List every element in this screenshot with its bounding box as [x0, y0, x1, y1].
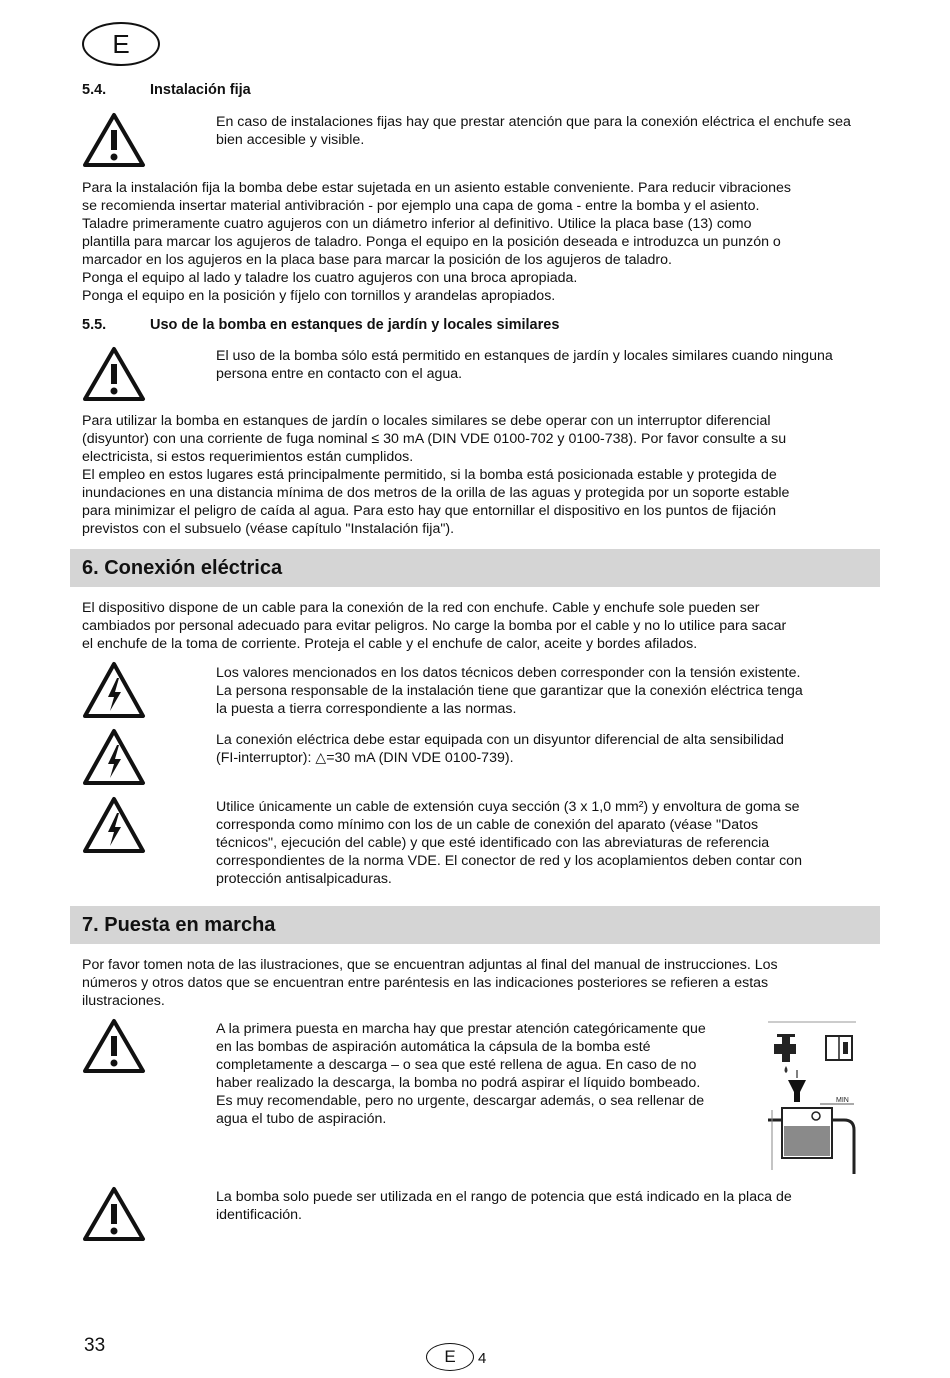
electric-hazard-icon [82, 796, 146, 854]
warning-text-5-4: En caso de instalaciones fijas hay que prestar atención que para la conexión eléctrica el enchufe sea bien accesible y visible. [216, 114, 851, 148]
warning-text-7-2 [216, 1188, 866, 1224]
text-line: Para utilizar la bomba en estanques de jardín o locales similares se debe operar con un interruptor diferencial [82, 413, 771, 429]
text-line: marcador en los agujeros en la placa base para marcar la posición de los agujeros de taladro. [82, 252, 672, 268]
warning-text-7-1 [216, 1020, 758, 1128]
text-line: Utilice únicamente un cable de extensión cuya sección (3 x 1,0 mm²) y envoltura de goma se [216, 799, 800, 815]
warning-text-6-3 [216, 798, 866, 888]
text-line: completamente a descarga – o sea que esté rellena de agua. En caso de no [216, 1057, 697, 1073]
text-line: La conexión eléctrica debe estar equipada con un disyuntor diferencial de alta sensibilidad [216, 732, 784, 748]
electric-hazard-icon [82, 728, 146, 786]
min-label: MIN [836, 1097, 849, 1104]
text-line: técnicos", ejecución del cable) y que esté identificado con las abreviaturas de referencia [216, 835, 770, 851]
text-line: Los valores mencionados en los datos técnicos deben corresponder con la tensión existente. [216, 665, 801, 681]
warning-icon [82, 112, 146, 168]
text-line: haber realizado la descarga, la bomba no podrá aspirar el líquido bombeado. [216, 1075, 701, 1091]
section-heading-band-6 [70, 549, 880, 587]
section-title-5-4: Instalación fija [150, 82, 251, 98]
section-body-6 [82, 599, 872, 653]
text-line: La persona responsable de la instalación tiene que garantizar que la conexión eléctrica tenga [216, 683, 803, 699]
text-line: plantilla para marcar los agujeros de taladro. Ponga el equipo en la posición deseada e introduzca un punzón o [82, 234, 781, 250]
page-number: 33 [84, 1335, 106, 1356]
warning-text-6-2 [216, 731, 866, 767]
text-line: (disyuntor) con una corriente de fuga nominal ≤ 30 mA (DIN VDE 0100-702 y 0100-738). Por favor consulte a su [82, 431, 787, 447]
text-line: El empleo en estos lugares está principalmente permitido, si la bomba está posicionada estable y protegida de [82, 467, 777, 483]
text-line: Taladre primeramente cuatro agujeros con un diámetro inferior al definitivo. Utilice la placa base (13) como [82, 216, 752, 232]
text-line: (FI-interruptor): △=30 mA (DIN VDE 0100-739). [216, 750, 514, 766]
text-line: ilustraciones. [82, 993, 165, 1009]
section-number-5-4: 5.4. [82, 82, 107, 98]
warning-icon [82, 1186, 146, 1242]
warning-text-5-5: El uso de la bomba sólo está permitido en estanques de jardín y locales similares cuando ninguna persona entre en contacto con el agua. [216, 348, 833, 382]
warning-icon [82, 1018, 146, 1074]
text-line: electricista, si estos requerimientos están cumplidos. [82, 449, 414, 465]
text-line: protección antisalpicaduras. [216, 871, 392, 887]
text-line: agua el tubo de aspiración. [216, 1111, 387, 1127]
section-heading-band-7 [70, 906, 880, 944]
section-body-7 [82, 956, 872, 1010]
section-body-5-5 [82, 412, 872, 538]
warning-text-6-1 [216, 664, 866, 718]
section-title-5-5: Uso de la bomba en estanques de jardín y locales similares [150, 317, 560, 333]
text-line: cambiados por personal adecuado para evitar peligros. No carge la bomba por el cable y no lo utilice para sacar [82, 618, 787, 634]
text-line: el enchufe de la toma de corriente. Proteja el cable y el enchufe de calor, aceite y bordes afilados. [82, 636, 698, 652]
text-line: para minimizar el peligro de caída al agua. Para esto hay que entornillar el dispositivo en los puntos de fijación [82, 503, 777, 519]
text-line: Es muy recomendable, pero no urgente, descargar además, o sea rellenar de [216, 1093, 705, 1109]
section-title-6: 6. Conexión eléctrica [82, 557, 283, 579]
footer-sub-page: 4 [478, 1350, 487, 1367]
section-body-5-4 [82, 179, 872, 305]
text-line: identificación. [216, 1207, 302, 1223]
text-line: Ponga el equipo en la posición y fíjelo con tornillos y arandelas apropiados. [82, 288, 556, 304]
text-line: corresponda como mínimo con los de un cable de conexión del aparato (véase "Datos [216, 817, 759, 833]
text-line: El dispositivo dispone de un cable para la conexión de la red con enchufe. Cable y enchufe sole pueden ser [82, 600, 760, 616]
text-line: Ponga el equipo al lado y taladre los cuatro agujeros con una broca apropiada. [82, 270, 578, 286]
text-line: en las bombas de aspiración automática la cápsula de la bomba esté [216, 1039, 651, 1055]
section-title-7: 7. Puesta en marcha [82, 914, 276, 936]
text-line: inundaciones en una distancia mínima de dos metros de la orilla de las aguas y protegida por un soporte estable [82, 485, 790, 501]
footer-language-badge: E [426, 1343, 474, 1371]
text-line: se recomienda insertar material antivibración - por ejemplo una capa de goma - entre la bomba y el asiento. [82, 198, 760, 214]
text-line: correspondientes de la norma VDE. El conector de red y los acoplamientos deben contar con [216, 853, 802, 869]
text-line: La bomba solo puede ser utilizada en el rango de potencia que está indicado en la placa de [216, 1189, 792, 1205]
warning-icon [82, 346, 146, 402]
text-line: Para la instalación fija la bomba debe estar sujetada en un asiento estable conveniente. Para reducir vibraciones [82, 180, 792, 196]
text-line: previstos con el subsuelo (véase capítulo "Instalación fija"). [82, 521, 455, 537]
text-line: la puesta a tierra correspondiente a las normas. [216, 701, 517, 717]
text-line: A la primera puesta en marcha hay que prestar atención categóricamente que [216, 1021, 706, 1037]
electric-hazard-icon [82, 661, 146, 719]
text-line: Por favor tomen nota de las ilustraciones, que se encuentran adjuntas al final del manual de instrucciones. Los [82, 957, 778, 973]
section-number-5-5: 5.5. [82, 317, 107, 333]
text-line: números y otros datos que se encuentran entre paréntesis en las indicaciones posteriores se refieren a estas [82, 975, 769, 991]
pump-priming-illustration [764, 1020, 860, 1179]
language-badge: E [82, 22, 160, 66]
